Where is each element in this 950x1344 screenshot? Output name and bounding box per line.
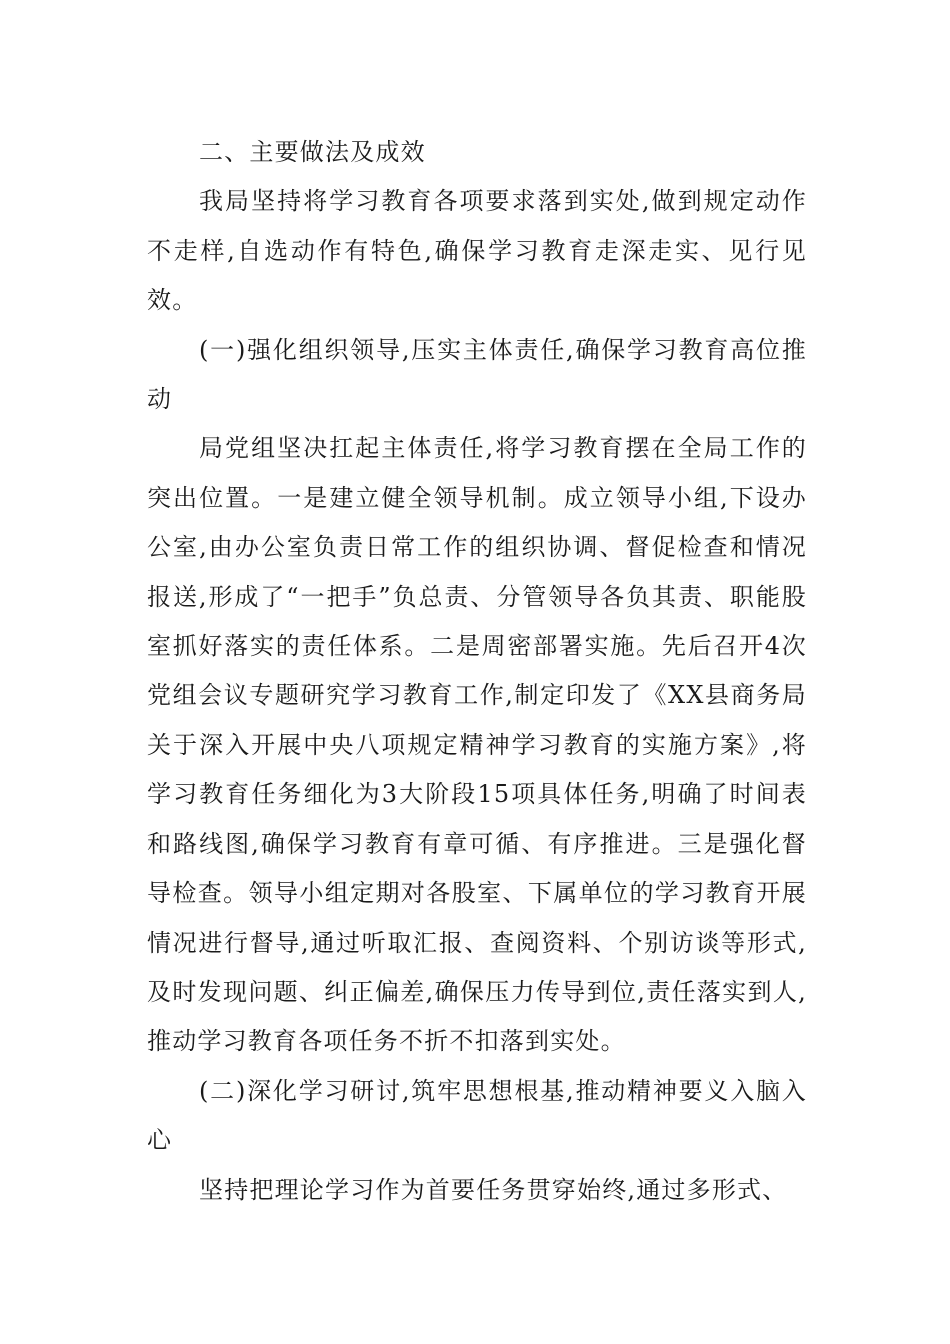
subsection-heading-1: (一)强化组织领导,压实主体责任,确保学习教育高位推动 — [147, 335, 807, 414]
body-paragraph-1: 局党组坚决扛起主体责任,将学习教育摆在全局工作的突出位置。一是建立健全领导机制。成立领导小组,下设办公室,由办公室负责日常工作的组织协调、督促检查和情况报送,形成了“一把手”负总责、分管领导各负其责、职能股室抓好落实的责任体系。二是周密部署实施。先后召开4次党组会议专题研究学习教育工作,制定印发了《XX县商务局关于深入开展中央八项规定精神学习教育的实施方案》,将学习教育任务细化为3大阶段15项具体任务,明确了时间表和路线图,确保学习教育有章可循、有序推进。三是强化督导检查。领导小组定期对各股室、下属单位的学习教育开展情况进行督导,通过听取汇报、查阅资料、个别访谈等形式,及时发现问题、纠正偏差,确保压力传导到位,责任落实到人,推动学习教育各项任务不折不扣落到实处。 — [147, 434, 807, 1056]
intro-paragraph: 我局坚持将学习教育各项要求落到实处,做到规定动作不走样,自选动作有特色,确保学习教育走深走实、见行见效。 — [147, 187, 807, 315]
section-heading: 二、主要做法及成效 — [199, 138, 426, 166]
subsection-heading-2: (二)深化学习研讨,筑牢思想根基,推动精神要义入脑入心 — [147, 1076, 807, 1155]
document-body — [147, 128, 807, 1215]
body-paragraph-2: 坚持把理论学习作为首要任务贯穿始终,通过多形式、 — [199, 1175, 788, 1204]
